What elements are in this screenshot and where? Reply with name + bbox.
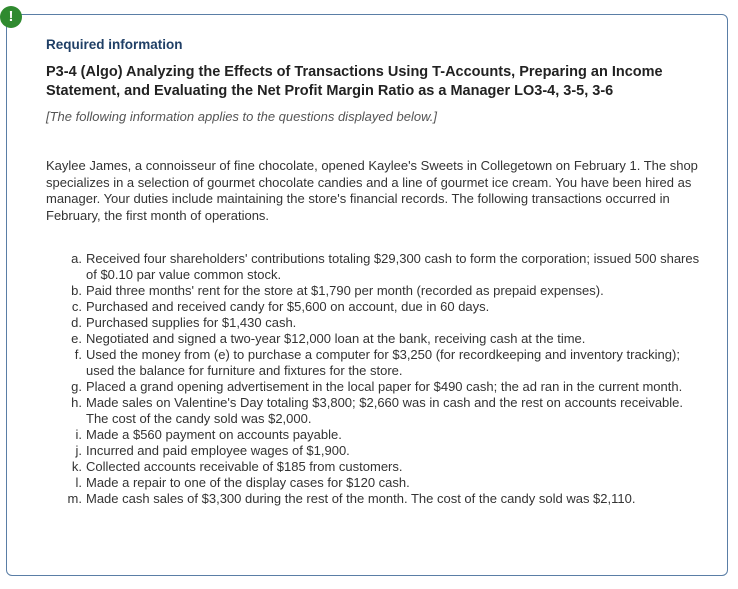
transaction-letter: a.: [71, 251, 82, 266]
transaction-item: [46, 347, 706, 379]
transaction-letter: c.: [71, 299, 82, 314]
transaction-item: [46, 315, 706, 331]
transaction-text: Made cash sales of $3,300 during the rest of the month. The cost of the candy sold was $2,110.: [86, 491, 636, 506]
alert-icon: !: [0, 6, 22, 28]
transaction-letter: f.: [74, 347, 82, 362]
transaction-text: Incurred and paid employee wages of $1,900.: [86, 443, 350, 458]
transaction-text: Used the money from (e) to purchase a computer for $3,250 (for recordkeeping and inventory tracking); used the balance for furniture and fixtures for the store.: [86, 347, 680, 378]
transaction-item: [46, 299, 706, 315]
transaction-letter: i.: [75, 427, 82, 442]
transaction-letter: d.: [71, 315, 82, 330]
info-note: [The following information applies to the questions displayed below.]: [46, 109, 437, 124]
required-information-card: [6, 14, 728, 576]
intro-paragraph: Kaylee James, a connoisseur of fine chocolate, opened Kaylee's Sweets in Collegetown on February 1. The shop specializes in a selection of gourmet chocolate candies and a line of gourmet ice cream. You have been hired as manager. Your duties include maintaining the store's financial records. The following transactions occurred in February, the first month of operations.: [46, 158, 698, 223]
transaction-text: Negotiated and signed a two-year $12,000 loan at the bank, receiving cash at the time.: [86, 331, 586, 346]
transaction-letter: g.: [71, 379, 82, 394]
transaction-item: [46, 491, 706, 507]
problem-title: P3-4 (Algo) Analyzing the Effects of Transactions Using T-Accounts, Preparing an Income Statement, and Evaluating the Net Profit Margin Ratio as a Manager LO3-4, 3-5, 3-6: [46, 64, 663, 99]
transaction-letter: e.: [71, 331, 82, 346]
transaction-item: [46, 475, 706, 491]
transaction-text: Placed a grand opening advertisement in the local paper for $490 cash; the ad ran in the current month.: [86, 379, 683, 394]
transaction-item: [46, 283, 706, 299]
transaction-item: [46, 251, 706, 283]
transaction-item: [46, 395, 706, 427]
transaction-text: Made a repair to one of the display cases for $120 cash.: [86, 475, 410, 490]
transaction-text: Purchased and received candy for $5,600 on account, due in 60 days.: [86, 299, 490, 314]
transaction-letter: k.: [71, 459, 82, 474]
transaction-text: Received four shareholders' contributions totaling $29,300 cash to form the corporation; issued 500 shares of $0.10 par value common stock.: [86, 251, 700, 282]
transaction-letter: j.: [75, 443, 82, 458]
transaction-text: Purchased supplies for $1,430 cash.: [86, 315, 297, 330]
transaction-text: Collected accounts receivable of $185 from customers.: [86, 459, 403, 474]
transaction-item: [46, 443, 706, 459]
transaction-letter: m.: [67, 491, 82, 506]
transaction-text: Made sales on Valentine's Day totaling $3,800; $2,660 was in cash and the rest on accounts receivable. The cost of the candy sold was $2,000.: [86, 395, 684, 426]
transaction-letter: h.: [71, 395, 82, 410]
transaction-text: Made a $560 payment on accounts payable.: [86, 427, 342, 442]
section-heading: Required information: [46, 37, 183, 52]
transaction-item: [46, 331, 706, 347]
transactions-list: [46, 251, 706, 507]
transaction-text: Paid three months' rent for the store at $1,790 per month (recorded as prepaid expenses).: [86, 283, 604, 298]
card-content: [46, 37, 706, 507]
transaction-letter: l.: [75, 475, 82, 490]
transaction-item: [46, 427, 706, 443]
transaction-item: [46, 459, 706, 475]
transaction-letter: b.: [71, 283, 82, 298]
transaction-item: [46, 379, 706, 395]
